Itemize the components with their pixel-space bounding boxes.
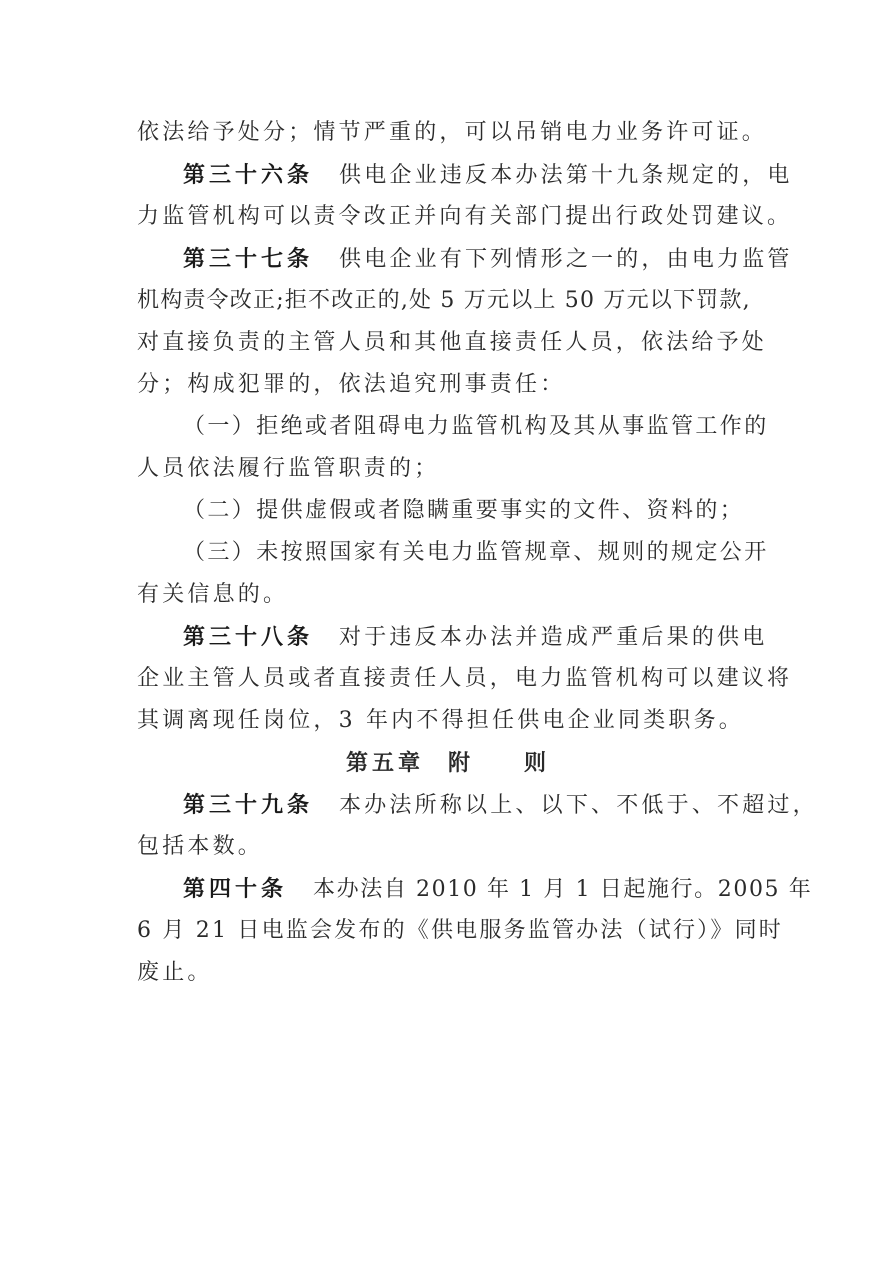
body-line: 其调离现任岗位，3 年内不得担任供电企业同类职务。 [137, 708, 744, 733]
article-text: 供电企业有下列情形之一的，由电力监管 [339, 247, 793, 272]
body-line: 有关信息的。 [137, 582, 289, 607]
list-item: （二）提供虚假或者隐瞒重要事实的文件、资料的； [183, 498, 745, 523]
article-number: 第三十九条 [183, 792, 314, 818]
body-line: 废止。 [137, 960, 213, 985]
list-item: （三）未按照国家有关电力监管规章、规则的规定公开 [183, 540, 769, 565]
body-line: 依法给予处分；情节严重的，可以吊销电力业务许可证。 [137, 120, 768, 145]
chapter-heading [137, 742, 759, 784]
body-line: 力监管机构可以责令改正并向有关部门提出行政处罚建议。 [137, 204, 793, 229]
article-number: 第三十七条 [183, 246, 314, 272]
chapter-title-char: 则 [524, 750, 551, 776]
article-number: 第三十八条 [183, 624, 314, 650]
article-40 [137, 868, 813, 910]
article-37 [137, 238, 793, 280]
body-line: 人员依法履行监管职责的； [137, 456, 440, 481]
chapter-title-char: 附 [447, 750, 474, 776]
body-line: 对直接负责的主管人员和其他直接责任人员，依法给予处 [137, 330, 768, 355]
list-item: （一）拒绝或者阻碍电力监管机构及其从事监管工作的 [183, 414, 769, 439]
body-line: 分；构成犯罪的，依法追究刑事责任： [137, 372, 566, 397]
article-text: 供电企业违反本办法第十九条规定的，电 [339, 163, 793, 188]
article-36 [137, 154, 793, 196]
article-text: 本办法自 2010 年 1 月 1 日起施行。2005 年 [313, 877, 813, 902]
body-line: 企业主管人员或者直接责任人员，电力监管机构可以建议将 [137, 666, 793, 691]
article-text: 对于违反本办法并造成严重后果的供电 [339, 625, 768, 650]
article-39 [137, 784, 818, 826]
article-38 [137, 616, 768, 658]
article-number: 第三十六条 [183, 162, 314, 188]
article-text: 本办法所称以上、以下、不低于、不超过， [339, 793, 818, 818]
chapter-number: 第五章 [345, 750, 424, 776]
body-line: 机构责令改正;拒不改正的,处 5 万元以上 50 万元以下罚款, [137, 288, 751, 313]
document-page [137, 112, 818, 994]
article-number: 第四十条 [183, 876, 288, 902]
body-line: 包括本数。 [137, 834, 264, 859]
body-line: 6 月 21 日电监会发布的《供电服务监管办法（试行）》同时 [137, 918, 783, 943]
